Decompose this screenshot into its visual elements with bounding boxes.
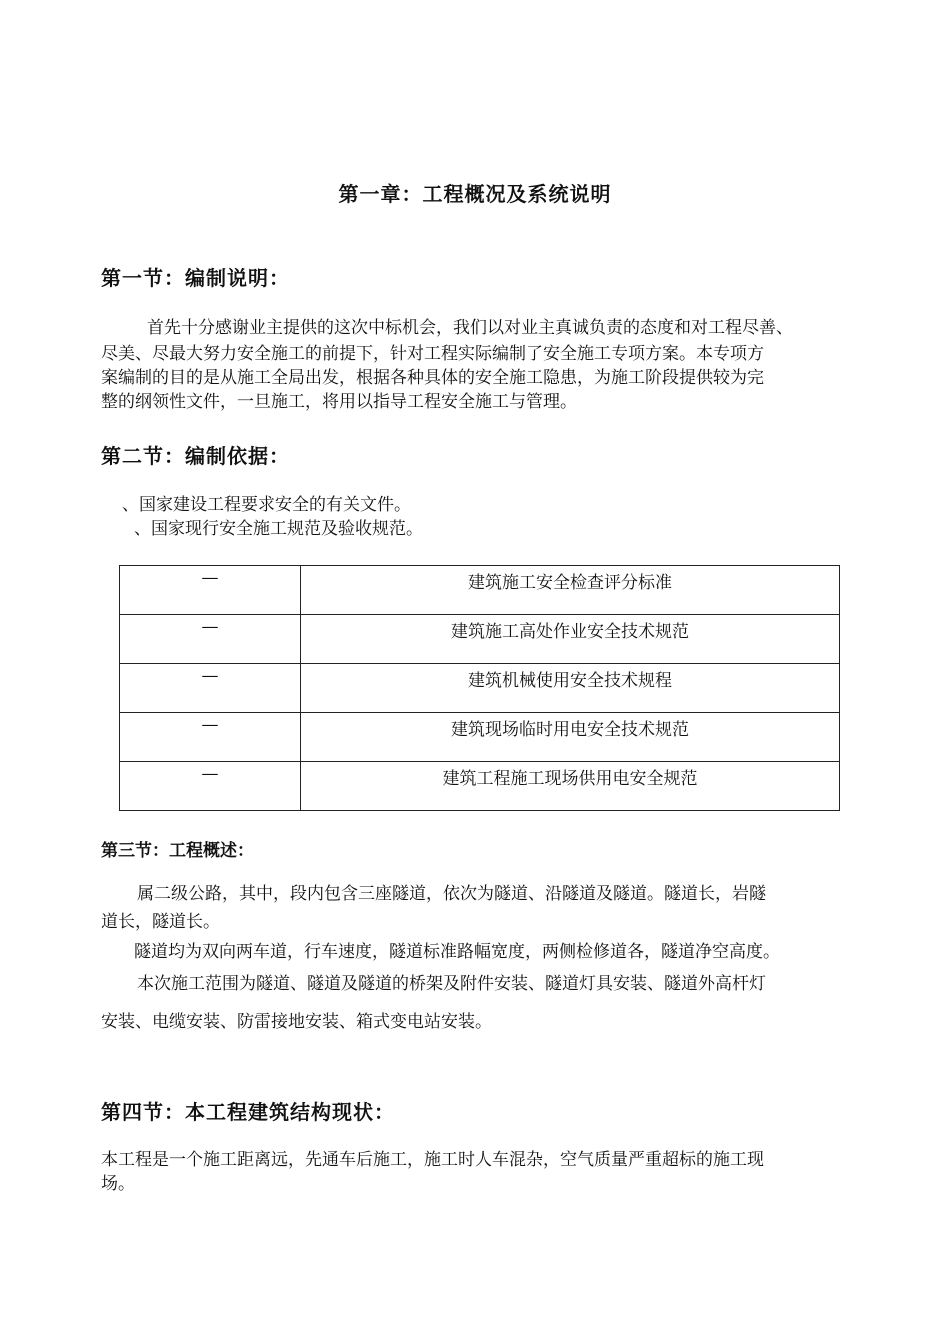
table-row xyxy=(120,664,840,713)
table-cell-standard: 建筑现场临时用电安全技术规范 xyxy=(301,713,840,762)
section4-heading: 第四节：本工程建筑结构现状： xyxy=(101,1100,395,1124)
section1-heading: 第一节：编制说明： xyxy=(101,266,290,290)
standards-table xyxy=(119,565,840,811)
section3-line-1: 属二级公路，其中，段内包含三座隧道，依次为隧道、沿隧道及隧道。隧道长，岩隧 xyxy=(137,884,766,904)
table-cell-dash: — xyxy=(120,713,301,762)
section3-line-4: 本次施工范围为隧道、隧道及隧道的桥架及附件安装、隧道灯具安装、隧道外高杆灯 xyxy=(137,974,766,994)
section4-line-2: 场。 xyxy=(101,1174,135,1194)
section2-item-1: 、国家建设工程要求安全的有关文件。 xyxy=(122,495,411,515)
table-cell-dash: — xyxy=(120,566,301,615)
table-row xyxy=(120,566,840,615)
section3-line-2: 道长，隧道长。 xyxy=(101,912,220,932)
table-row xyxy=(120,713,840,762)
section3-heading: 第三节：工程概述： xyxy=(101,841,254,861)
section1-line-3: 案编制的目的是从施工全局出发，根据各种具体的安全施工隐患，为施工阶段提供较为完 xyxy=(101,368,764,388)
table-cell-dash: — xyxy=(120,762,301,811)
section3-line-5: 安装、电缆安装、防雷接地安装、箱式变电站安装。 xyxy=(101,1012,492,1032)
section1-line-2: 尽美、尽最大努力安全施工的前提下，针对工程实际编制了安全施工专项方案。本专项方 xyxy=(101,344,764,364)
section2-heading: 第二节：编制依据： xyxy=(101,444,290,468)
section4-line-1: 本工程是一个施工距离远，先通车后施工，施工时人车混杂，空气质量严重超标的施工现 xyxy=(101,1150,764,1170)
table-cell-dash: — xyxy=(120,664,301,713)
table-cell-standard: 建筑机械使用安全技术规程 xyxy=(301,664,840,713)
table-cell-dash: — xyxy=(120,615,301,664)
table-cell-standard: 建筑施工高处作业安全技术规范 xyxy=(301,615,840,664)
table-cell-standard: 建筑工程施工现场供用电安全规范 xyxy=(301,762,840,811)
section1-line-1: 首先十分感谢业主提供的这次中标机会，我们以对业主真诚负责的态度和对工程尽善、 xyxy=(147,318,793,338)
table-cell-standard: 建筑施工安全检查评分标准 xyxy=(301,566,840,615)
section3-line-3: 隧道均为双向两车道，行车速度，隧道标准路幅宽度，两侧检修道各，隧道净空高度。 xyxy=(134,942,780,962)
table-row xyxy=(120,615,840,664)
section1-line-4: 整的纲领性文件，一旦施工，将用以指导工程安全施工与管理。 xyxy=(101,392,577,412)
section2-item-2: 、国家现行安全施工规范及验收规范。 xyxy=(134,519,423,539)
chapter-title: 第一章：工程概况及系统说明 xyxy=(338,182,612,206)
table-row xyxy=(120,762,840,811)
